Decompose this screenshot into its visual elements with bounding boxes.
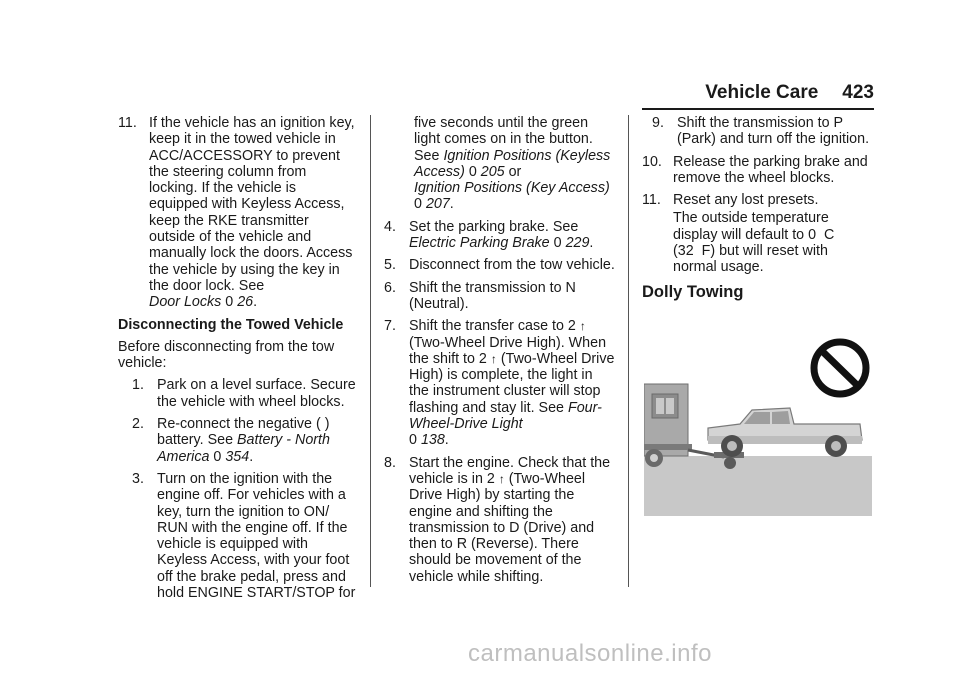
section-heading: Dolly Towing (642, 282, 744, 301)
column-divider (628, 115, 629, 587)
ref-arrow-icon: 0 (225, 294, 234, 311)
column-1 (118, 115, 358, 607)
rv-vehicle (644, 384, 692, 467)
page-reference[interactable]: 138 (420, 432, 445, 449)
list-item: 4. Set the parking brake. See Electric Parking Brake 0 229. (384, 218, 594, 252)
ref-arrow-icon: 0 (409, 432, 417, 449)
cross-reference[interactable]: Battery - North America (157, 432, 330, 465)
cross-reference[interactable]: Electric Parking Brake (409, 235, 550, 252)
cross-reference[interactable]: Four-Wheel-Drive Light (409, 399, 602, 433)
up-arrow-icon: ↑ (498, 471, 505, 486)
page-reference[interactable]: 354 (225, 448, 250, 465)
list-item: 10. Release the parking brake and remove the wheel blocks. (642, 153, 868, 186)
pickup-truck (708, 408, 862, 457)
ref-arrow-icon: 0 (553, 235, 562, 252)
list-item: 2. Re-connect the negative ( ) battery. See Battery - North America 0 354. (132, 416, 330, 465)
dolly-towing-illustration (644, 332, 872, 516)
list-item: 8. Start the engine. Check that the vehicle is in 2 ↑ (Two-Wheel Drive High) by starting the engine and shifting the transmission to D (Drive) and then to R (Reverse). There should be movement of the vehicle while shifting. (384, 454, 611, 585)
watermark: carmanualsonline.info (468, 640, 712, 667)
list-item: 11. If the vehicle has an ignition key, keep it in the towed vehicle in ACC/ACCESSORY to prevent the steering column from locking. If the vehicle is equipped with Keyless Access, keep the RKE transmitter outside of the vehicle and manually lock the doors. Access the vehicle by using the key in the door lock. See Door Locks 0 26. (118, 115, 355, 311)
list-item: 9. Shift the transmission to P (Park) and turn off the ignition. (652, 115, 870, 148)
page-number: 423 (842, 82, 874, 103)
column-3 (642, 115, 874, 300)
ground (644, 456, 872, 516)
page-reference[interactable]: 229 (565, 235, 590, 252)
page-reference[interactable]: 207 (425, 196, 450, 213)
note-text: The outside temperature display will default to 0 C (32 F) but will reset with normal usage. (673, 210, 835, 276)
list-item: 11. Reset any lost presets. (642, 192, 819, 209)
intro-text: Before disconnecting from the tow vehicle: (118, 338, 335, 372)
cross-reference[interactable]: Door Locks (149, 294, 222, 311)
cross-reference[interactable]: Ignition Positions (Keyless Access) (414, 147, 611, 180)
prohibited-sign-icon (814, 342, 866, 394)
page-reference[interactable]: 26 (237, 294, 254, 311)
header-rule (642, 108, 874, 110)
list-item: 3. Turn on the ignition with the engine off. For vehicles with a key, turn the ignition to ON/ RUN with the engine off. If the vehicle is equipped with Keyless Access, with your foot off the brake pedal, press and hold ENGINE START/STOP for (132, 470, 356, 602)
list-item: 5. Disconnect from the tow vehicle. (384, 257, 615, 274)
continued-text: five seconds until the green light comes on in the button. See Ignition Positions (Keyless Access) 0 205 or Ignition Positions (Key Access) 0 207. (414, 115, 611, 213)
page-reference[interactable]: 205 (480, 163, 505, 180)
list-item: 7. Shift the transfer case to 2 ↑ (Two-Wheel Drive High). When the shift to 2 ↑ (Two-Wheel Drive High) is complete, the light in the instrument cluster will stop flashing and stay lit. See Four-Wheel-Drive Light 0 138. (384, 318, 615, 449)
list-item: 6. Shift the transmission to N (Neutral). (384, 279, 576, 312)
section-title: Vehicle Care (705, 82, 819, 103)
subheading: Disconnecting the Towed Vehicle (118, 316, 344, 333)
page-header (705, 82, 874, 104)
column-2 (384, 115, 616, 591)
ref-arrow-icon: 0 (213, 448, 222, 465)
column-divider (370, 115, 371, 587)
cross-reference[interactable]: Ignition Positions (Key Access) (414, 180, 610, 197)
ref-arrow-icon: 0 (468, 163, 477, 180)
up-arrow-icon: ↑ (490, 351, 497, 366)
up-arrow-icon: ↑ (579, 319, 586, 334)
list-item: 1. Park on a level surface. Secure the vehicle with wheel blocks. (132, 377, 356, 410)
ref-arrow-icon: 0 (414, 196, 422, 213)
